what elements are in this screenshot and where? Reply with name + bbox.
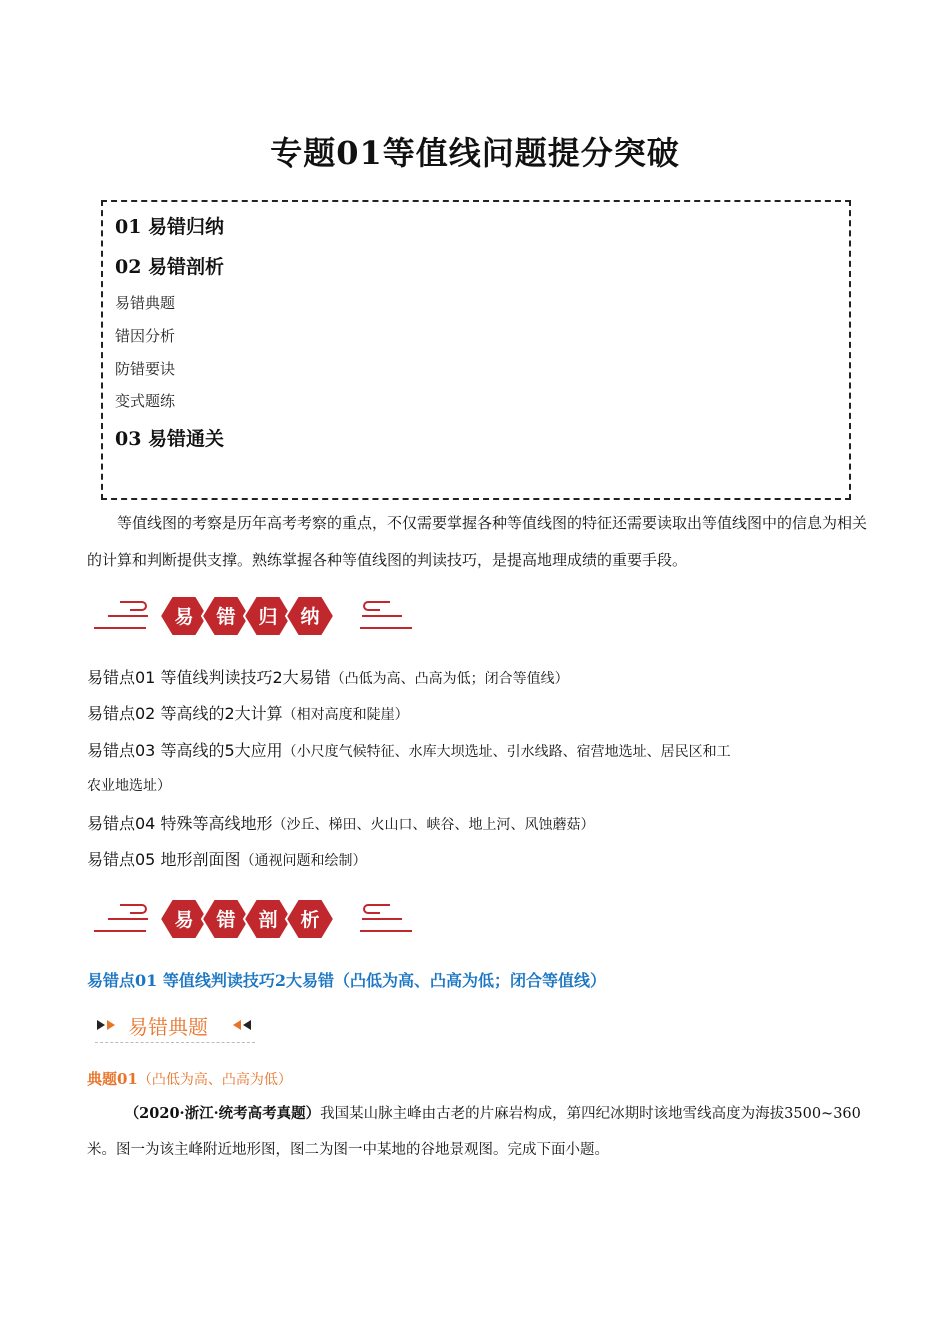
list-item: 易错点03 等高线的5大应用（小尺度气候特征、水库大坝选址、引水线路、宿营地选址、居民区和工 — [87, 741, 731, 760]
page-title: 专题01等值线问题提分突破 — [270, 134, 680, 172]
example-title: 典题01（凸低为高、凸高为低） — [87, 1070, 292, 1088]
list-item: 易错点04 特殊等高线地形（沙丘、梯田、火山口、峡谷、地上河、风蚀蘑菇） — [87, 814, 595, 833]
tag-divider — [95, 1042, 255, 1043]
section-banner-yicuo-guina — [90, 590, 420, 642]
list-item: 易错点01 等值线判读技巧2大易错（凸低为高、凸高为低；闭合等值线） — [87, 668, 569, 687]
banner-char: 归 — [258, 606, 278, 628]
list-item: 易错点02 等高线的2大计算（相对高度和陡崖） — [87, 704, 409, 723]
banner-char: 剖 — [258, 909, 278, 931]
banner-char: 易 — [174, 606, 194, 628]
toc-subitem[interactable]: 错因分析 — [115, 327, 176, 345]
banner-char: 纳 — [300, 606, 320, 628]
table-of-contents — [101, 200, 851, 500]
toc-subitem[interactable]: 易错典题 — [115, 294, 176, 312]
arrow-left-icon — [243, 1020, 251, 1030]
banner-char: 易 — [174, 909, 194, 931]
banner-char: 错 — [216, 909, 236, 931]
question-text: 我国某山脉主峰由古老的片麻岩构成，第四纪冰期时该地雪线高度为海拔3500~360米。图一为该主峰附近地形图，图二为图一中某地的谷地景观图。完成下面小题。 — [87, 1106, 861, 1158]
section-banner-yicuo-pouxi — [90, 893, 420, 945]
toc-item-3[interactable]: 03 易错通关 — [115, 428, 225, 450]
banner-char: 错 — [216, 606, 236, 628]
arrow-right-icon — [107, 1020, 115, 1030]
arrow-right-icon — [97, 1020, 105, 1030]
toc-subitem[interactable]: 变式题练 — [115, 392, 176, 410]
toc-item-1[interactable]: 01 易错归纳 — [115, 216, 225, 238]
question-source: （2020·浙江·统考高考真题） — [124, 1105, 321, 1122]
intro-paragraph: 等值线图的考察是历年高考考察的重点，不仅需要掌握各种等值线图的特征还需要读取出等值线图中的信息为相关的计算和判断提供支撑。熟练掌握各种等值线图的判读技巧，是提高地理成绩的重要手段。 — [87, 514, 868, 569]
arrow-left-icon — [233, 1020, 241, 1030]
list-item-continuation: 农业地选址） — [87, 778, 171, 794]
tag-label: 易错典题 — [128, 1015, 208, 1039]
toc-item-2[interactable]: 02 易错剖析 — [115, 256, 225, 278]
toc-subitem[interactable]: 防错要诀 — [115, 360, 176, 378]
question-paragraph — [87, 1096, 862, 1168]
list-item: 易错点05 地形剖面图（通视问题和绘制） — [87, 850, 367, 869]
banner-char: 析 — [300, 909, 320, 931]
section-heading: 易错点01 等值线判读技巧2大易错（凸低为高、凸高为低；闭合等值线） — [87, 971, 606, 990]
